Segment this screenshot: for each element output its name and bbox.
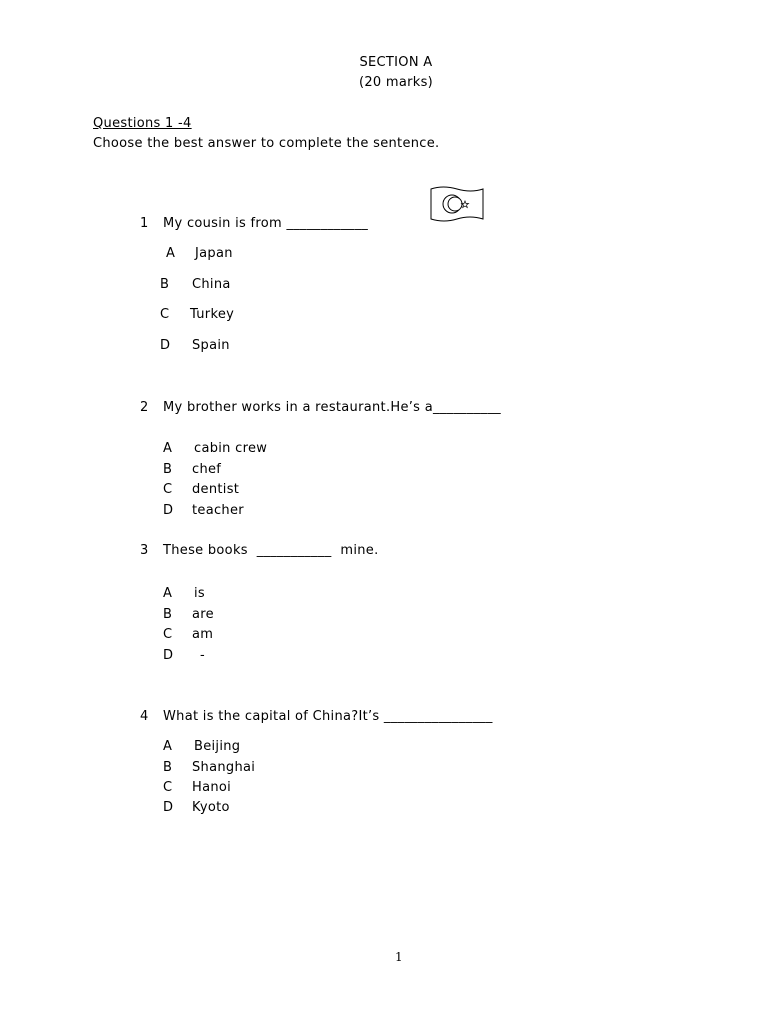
question-3-number: 3 — [140, 543, 149, 558]
q3-option-a-text: is — [194, 586, 205, 601]
q2-option-b-text: chef — [192, 462, 222, 477]
question-1-number: 1 — [140, 216, 149, 231]
q4-option-b-letter: B — [163, 760, 173, 775]
section-title: SECTION A — [359, 55, 433, 70]
q2-option-c-letter: C — [163, 482, 173, 497]
q2-option-a-letter: A — [163, 441, 173, 456]
q1-option-c-letter: C — [160, 307, 170, 322]
question-1-stem: My cousin is from ____________ — [163, 216, 369, 231]
turkey-flag-icon — [428, 185, 486, 229]
q3-option-d-letter: D — [163, 648, 174, 663]
q3-option-d-text: - — [200, 648, 205, 663]
q3-option-b-text: are — [192, 607, 214, 622]
q2-option-a-text: cabin crew — [194, 441, 268, 456]
q1-option-b-letter: B — [160, 277, 170, 292]
q2-option-d-letter: D — [163, 503, 174, 518]
question-2-stem: My brother works in a restaurant.He’s a__________ — [163, 400, 501, 415]
page-number: 1 — [395, 950, 403, 964]
q2-option-b-letter: B — [163, 462, 173, 477]
question-4-stem: What is the capital of China?It’s ________________ — [163, 709, 493, 724]
q3-option-a-letter: A — [163, 586, 173, 601]
question-2-number: 2 — [140, 400, 149, 415]
q4-option-a-letter: A — [163, 739, 173, 754]
q4-option-c-text: Hanoi — [192, 780, 232, 795]
questions-heading: Questions 1 -4 — [93, 116, 192, 131]
instructions-text: Choose the best answer to complete the sentence. — [93, 136, 440, 151]
q3-option-b-letter: B — [163, 607, 173, 622]
q3-option-c-letter: C — [163, 627, 173, 642]
q1-option-c-text: Turkey — [190, 307, 235, 322]
q4-option-d-letter: D — [163, 800, 174, 815]
q4-option-b-text: Shanghai — [192, 760, 256, 775]
q4-option-c-letter: C — [163, 780, 173, 795]
q1-option-b-text: China — [192, 277, 231, 292]
q2-option-d-text: teacher — [192, 503, 244, 518]
q4-option-d-text: Kyoto — [192, 800, 230, 815]
q1-option-d-text: Spain — [192, 338, 230, 353]
section-marks: (20 marks) — [358, 75, 434, 90]
q1-option-d-letter: D — [160, 338, 171, 353]
question-4-number: 4 — [140, 709, 149, 724]
question-3-stem: These books ___________ mine. — [163, 543, 379, 558]
q1-option-a-letter: A — [166, 246, 176, 261]
q4-option-a-text: Beijing — [194, 739, 241, 754]
q2-option-c-text: dentist — [192, 482, 240, 497]
q3-option-c-text: am — [192, 627, 214, 642]
q1-option-a-text: Japan — [195, 246, 233, 261]
